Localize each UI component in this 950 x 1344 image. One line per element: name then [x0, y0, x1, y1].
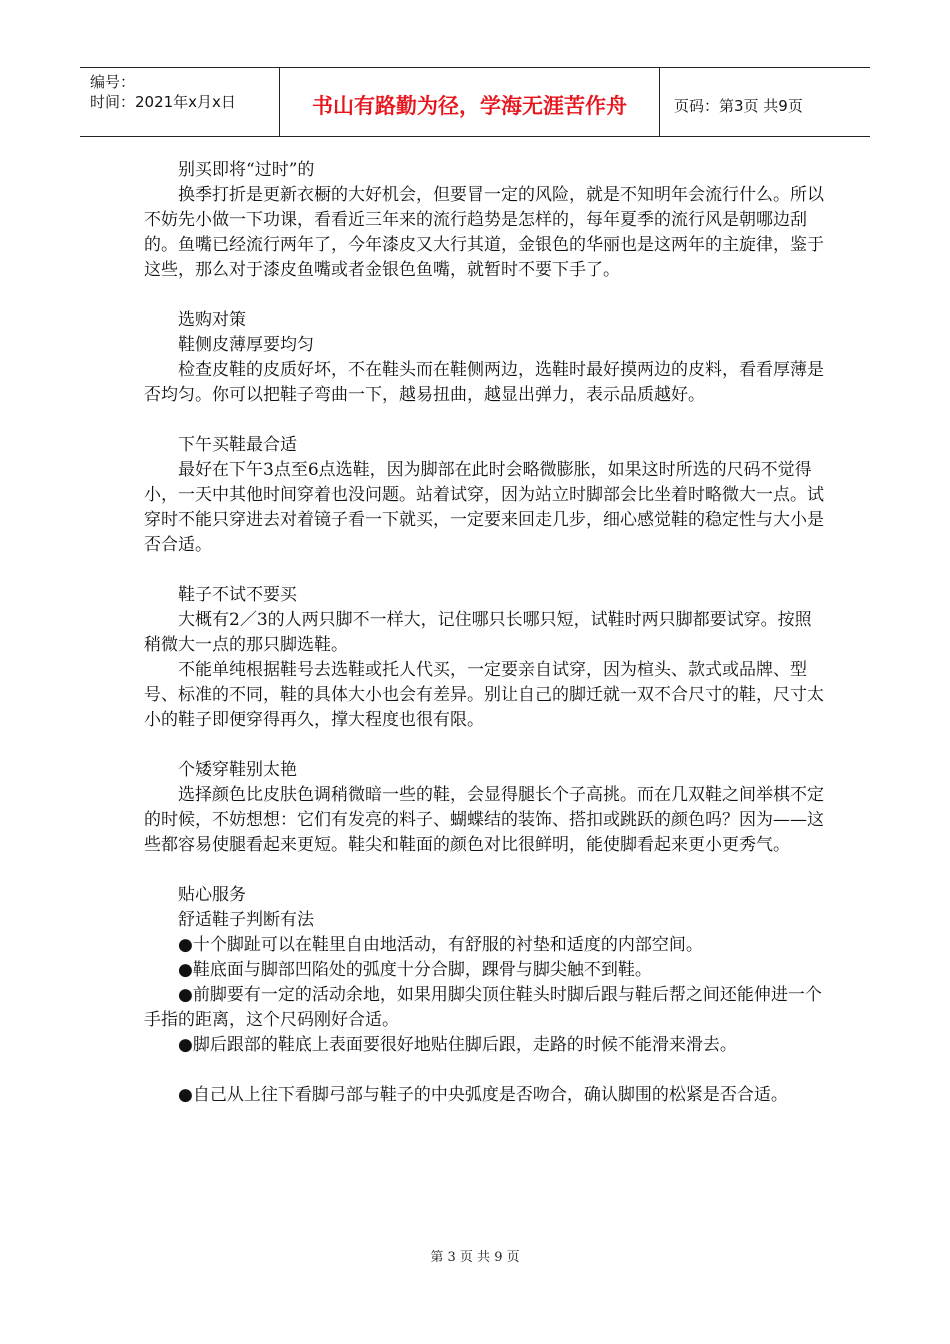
page-footer: 第 3 页 共 9 页 — [430, 1250, 520, 1265]
bullet-item: ●十个脚趾可以在鞋里自由地活动，有舒服的衬垫和适度的内部空间。 — [178, 935, 703, 955]
section-title: 贴心服务 — [178, 885, 246, 905]
section-title: 别买即将“过时”的 — [178, 160, 315, 180]
section-title: 选购对策 — [178, 310, 246, 330]
bullet-item: ●鞋底面与脚部凹陷处的弧度十分合脚，踝骨与脚尖触不到鞋。 — [178, 960, 652, 980]
paragraph: 不能单纯根据鞋号去选鞋或托人代买，一定要亲自试穿，因为楦头、款式或品牌、型号、标准的不同，鞋的具体大小也会有差异。别让自己的脚迁就一双不合尺寸的鞋，尺寸太小的鞋子即便穿得再久，撑大程度也很有限。 — [144, 660, 824, 730]
paragraph: 大概有2／3的人两只脚不一样大，记住哪只长哪只短，试鞋时两只脚都要试穿。按照稍微大一点的那只脚选鞋。 — [144, 610, 812, 655]
header-page-info: 页码：第3页 共9页 — [674, 96, 803, 115]
paragraph: 检查皮鞋的皮质好坏，不在鞋头而在鞋侧两边，选鞋时最好摸两边的皮料，看看厚薄是否均匀。你可以把鞋子弯曲一下，越易扭曲，越显出弹力，表示品质越好。 — [144, 360, 824, 405]
bullet-item: ●自己从上往下看脚弓部与鞋子的中央弧度是否吻合，确认脚围的松紧是否合适。 — [178, 1085, 788, 1105]
section-subtitle: 鞋侧皮薄厚要均匀 — [178, 335, 314, 355]
section-title: 个矮穿鞋别太艳 — [178, 760, 297, 780]
section-subtitle: 舒适鞋子判断有法 — [178, 910, 314, 930]
paragraph: 最好在下午3点至6点选鞋，因为脚部在此时会略微膨胀，如果这时所选的尺码不觉得小，一天中其他时间穿着也没问题。站着试穿，因为站立时脚部会比坐着时略微大一点。试穿时不能只穿进去对着镜子看一下就买，一定要来回走几步，细心感觉鞋的稳定性与大小是否合适。 — [144, 460, 824, 555]
section-title: 下午买鞋最合适 — [178, 435, 297, 455]
header-meta — [80, 68, 280, 136]
document-body — [144, 158, 824, 1108]
paragraph: 换季打折是更新衣橱的大好机会，但要冒一定的风险，就是不知明年会流行什么。所以不妨先小做一下功课，看看近三年来的流行趋势是怎样的，每年夏季的流行风是朝哪边刮的。鱼嘴已经流行两年了，今年漆皮又大行其道，金银色的华丽也是这两年的主旋律，鉴于这些，那么对于漆皮鱼嘴或者金银色鱼嘴，就暂时不要下手了。 — [144, 185, 824, 280]
paragraph: 选择颜色比皮肤色调稍微暗一些的鞋，会显得腿长个子高挑。而在几双鞋之间举棋不定的时候，不妨想想：它们有发亮的料子、蝴蝶结的装饰、搭扣或跳跃的颜色吗？因为——这些都容易使腿看起来更短。鞋尖和鞋面的颜色对比很鲜明，能使脚看起来更小更秀气。 — [144, 785, 824, 855]
bullet-item: ●脚后跟部的鞋底上表面要很好地贴住脚后跟，走路的时候不能滑来滑去。 — [178, 1035, 737, 1055]
document-date: 时间：2021年x月x日 — [90, 93, 236, 111]
header-motto: 书山有路勤为径，学海无涯苦作舟 — [280, 68, 660, 136]
document-number-label: 编号： — [90, 73, 136, 91]
page-header — [80, 67, 870, 137]
bullet-item: ●前脚要有一定的活动余地，如果用脚尖顶住鞋头时脚后跟与鞋后帮之间还能伸进一个手指的距离，这个尺码刚好合适。 — [144, 985, 822, 1030]
section-title: 鞋子不试不要买 — [178, 585, 297, 605]
